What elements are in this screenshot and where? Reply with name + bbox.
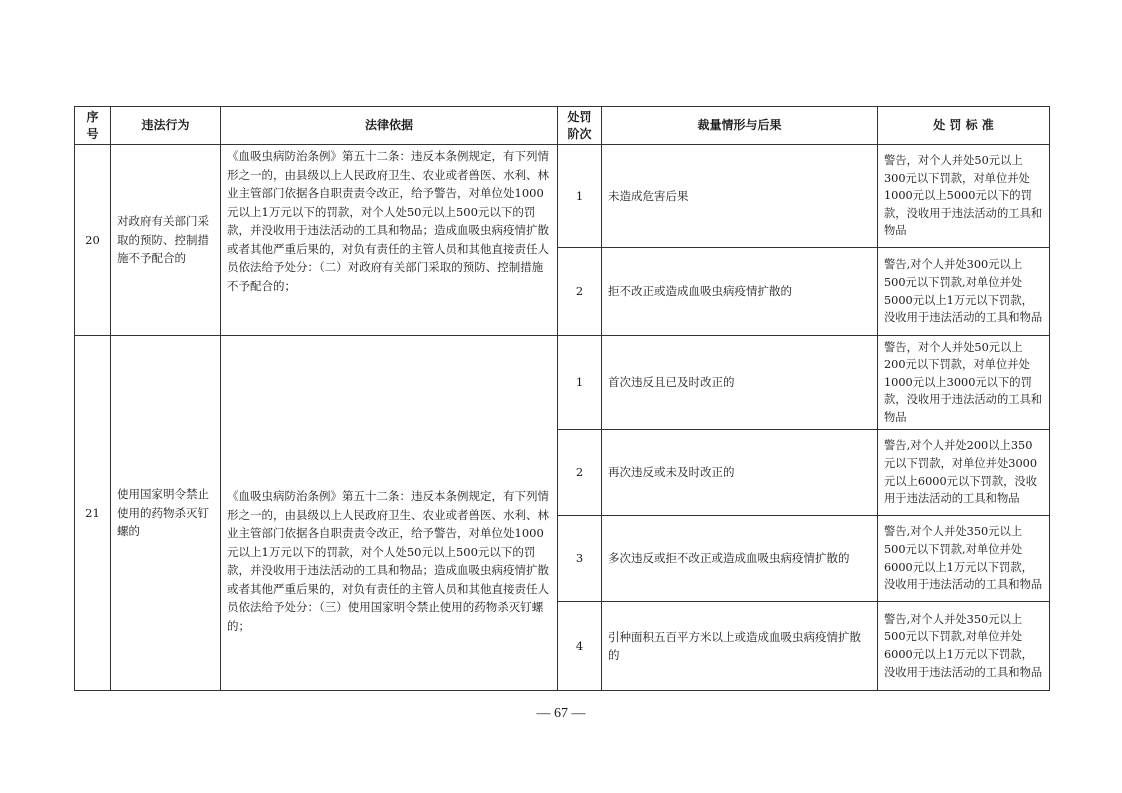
circumstance-cell: 首次违反且已及时改正的: [602, 336, 878, 430]
table-row: [75, 336, 1050, 430]
circumstance-cell: 未造成危害后果: [602, 145, 878, 248]
stage-cell: 2: [558, 248, 602, 336]
behavior-cell: 使用国家明令禁止使用的药物杀灭钉螺的: [111, 336, 221, 691]
seq-cell: 20: [75, 145, 111, 336]
legal-basis-cell: 《血吸虫病防治条例》第五十二条：违反本条例规定，有下列情形之一的，由县级以上人民政府卫生、农业或者兽医、水利、林业主管部门依据各自职责责令改正，给予警告，对单位处1000元以上1万元以下的罚款，对个人处50元以上500元以下的罚款，并没收用于违法活动的工具和物品；造成血吸虫病疫情扩散或者其他严重后果的，对负有责任的主管人员和其他直接责任人员依法给予处分：（三）使用国家明令禁止使用的药物杀灭钉螺的；: [221, 336, 558, 691]
stage-cell: 1: [558, 145, 602, 248]
standard-cell: 警告，对个人并处50元以上300元以下罚款，对单位并处1000元以上5000元以下的罚款，没收用于违法活动的工具和物品: [878, 145, 1050, 248]
legal-basis-cell: 《血吸虫病防治条例》第五十二条：违反本条例规定，有下列情形之一的，由县级以上人民政府卫生、农业或者兽医、水利、林业主管部门依据各自职责责令改正，给予警告，对单位处1000元以上1万元以下的罚款，对个人处50元以上500元以下的罚款，并没收用于违法活动的工具和物品；造成血吸虫病疫情扩散或者其他严重后果的，对负有责任的主管人员和其他直接责任人员依法给予处分：（二）对政府有关部门采取的预防、控制措施不予配合的；: [221, 145, 558, 336]
header-stage: 处罚阶次: [558, 107, 602, 145]
standard-cell: 警告,对个人并处350元以上500元以下罚款,对单位并处6000元以上1万元以下罚款，没收用于违法活动的工具和物品: [878, 516, 1050, 602]
page-number: — 67 —: [536, 706, 586, 721]
circumstance-cell: 多次违反或拒不改正或造成血吸虫病疫情扩散的: [602, 516, 878, 602]
stage-cell: 4: [558, 602, 602, 691]
standard-cell: 警告,对个人并处200以上350元以下罚款，对单位并处3000元以上6000元以下罚款，没收用于违法活动的工具和物品: [878, 430, 1050, 516]
header-seq: 序号: [75, 107, 111, 145]
penalty-standard-table: [74, 106, 1050, 691]
stage-cell: 3: [558, 516, 602, 602]
standard-cell: 警告,对个人并处300元以上500元以下罚款,对单位并处5000元以上1万元以下罚款，没收用于违法活动的工具和物品: [878, 248, 1050, 336]
standard-cell: 警告，对个人并处50元以上200元以下罚款，对单位并处1000元以上3000元以下的罚款，没收用于违法活动的工具和物品: [878, 336, 1050, 430]
header-behavior: 违法行为: [111, 107, 221, 145]
header-standard: 处 罚 标 准: [878, 107, 1050, 145]
circumstance-cell: 再次违反或未及时改正的: [602, 430, 878, 516]
table-header-row: [75, 107, 1050, 145]
behavior-cell: 对政府有关部门采取的预防、控制措施不予配合的: [111, 145, 221, 336]
seq-cell: 21: [75, 336, 111, 691]
standard-cell: 警告,对个人并处350元以上500元以下罚款,对单位并处6000元以上1万元以下罚款，没收用于违法活动的工具和物品: [878, 602, 1050, 691]
circumstance-cell: 拒不改正或造成血吸虫病疫情扩散的: [602, 248, 878, 336]
table-row: [75, 145, 1050, 248]
header-basis: 法律依据: [221, 107, 558, 145]
stage-cell: 1: [558, 336, 602, 430]
stage-cell: 2: [558, 430, 602, 516]
circumstance-cell: 引种面积五百平方米以上或造成血吸虫病疫情扩散的: [602, 602, 878, 691]
header-circumstance: 裁量情形与后果: [602, 107, 878, 145]
